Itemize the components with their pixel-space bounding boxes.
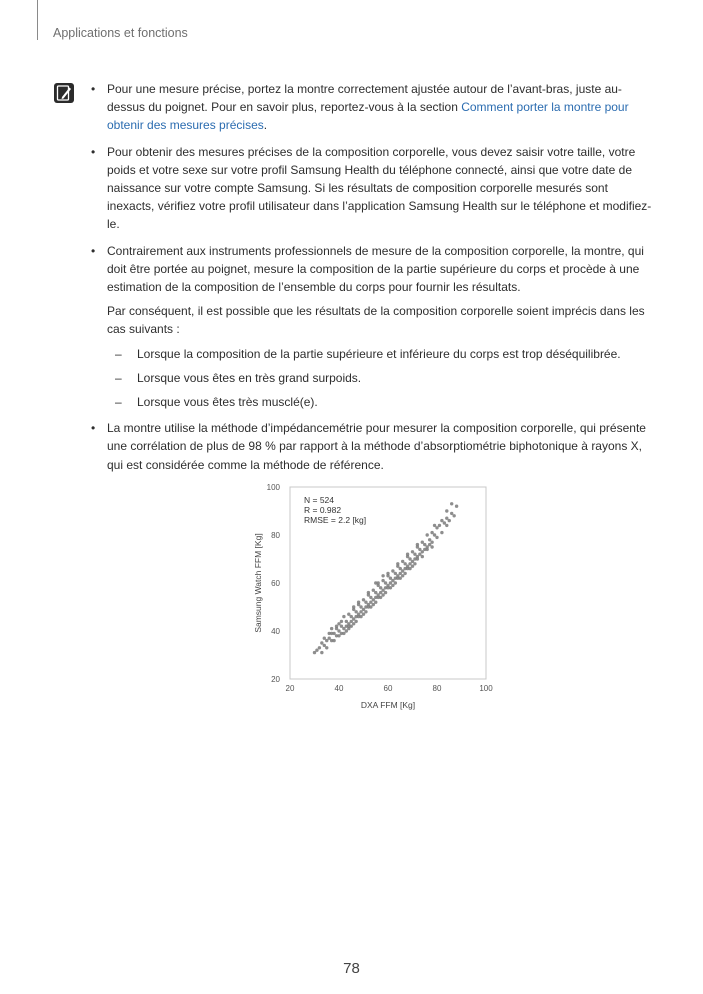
data-point [448, 519, 451, 522]
data-point [430, 531, 433, 534]
stats-annotation: RMSE = 2.2 [kg] [304, 515, 367, 525]
x-axis-label: DXA FFM [Kg] [360, 700, 416, 710]
data-point [440, 531, 443, 534]
data-point [342, 627, 345, 630]
data-point [396, 577, 399, 580]
data-point [394, 581, 397, 584]
data-point [337, 634, 340, 637]
data-point [391, 569, 394, 572]
data-point [313, 651, 316, 654]
data-point [364, 610, 367, 613]
data-point [411, 550, 414, 553]
data-point [384, 591, 387, 594]
data-point [372, 603, 375, 606]
data-point [347, 625, 350, 628]
data-point [440, 519, 443, 522]
data-point [359, 610, 362, 613]
data-point [413, 553, 416, 556]
data-point [335, 625, 338, 628]
y-axis-label: Samsung Watch FFM [Kg] [253, 533, 263, 633]
bullet-bia-method: • La montre utilise la méthode d’impédancemétrie pour mesurer la composition corporelle, qui présente une corrélation de plus de 98 % par rapport à la méthode d’absorptiométrie biphotonique à rayons X, qui est considérée comme la méthode de référence. [91, 421, 646, 472]
data-point [418, 553, 421, 556]
data-point [423, 543, 426, 546]
list-item: – Lorsque vous êtes en très grand surpoids. [115, 370, 362, 385]
x-tick-label: 20 [285, 684, 295, 693]
data-point [443, 521, 446, 524]
data-point [367, 605, 370, 608]
data-point [372, 598, 375, 601]
data-point [408, 562, 411, 565]
data-point [362, 613, 365, 616]
data-point [445, 524, 448, 527]
data-point [323, 644, 326, 647]
data-point [406, 553, 409, 556]
data-point [354, 620, 357, 623]
data-point [433, 524, 436, 527]
data-point [401, 574, 404, 577]
y-tick-label: 40 [271, 627, 280, 636]
bullet-limitations: • Contrairement aux instruments professionnels de mesure de la composition corporelle, la montre, qui doit être portée au poignet, mesure la composition de la partie supérieure du corps et procède à une estimation de la composition de l’ensemble du corps pour fournir les résultats. Par conséquent, il est possible que les résultats de la composition corporelle soient imprécis dans les cas suivants : – Lorsque la composition de la partie supérieure et inférieure du corps est trop déséquilibrée. – Lorsque vous êtes en très grand surpoids. – Lorsque vous êtes très musclé(e). [91, 242, 653, 412]
y-tick-label: 100 [266, 483, 280, 492]
data-point [401, 569, 404, 572]
data-point [379, 586, 382, 589]
data-point [320, 651, 323, 654]
data-point [318, 646, 321, 649]
data-point [389, 581, 392, 584]
data-point [374, 581, 377, 584]
data-point [413, 562, 416, 565]
x-tick-label: 60 [383, 684, 393, 693]
limitations-list [107, 345, 653, 412]
data-point [323, 637, 326, 640]
data-point [435, 526, 438, 529]
header-rule [37, 0, 38, 40]
data-point [315, 649, 318, 652]
data-point [391, 584, 394, 587]
data-point [391, 579, 394, 582]
data-point [340, 620, 343, 623]
data-point [396, 562, 399, 565]
data-point [416, 557, 419, 560]
data-point [354, 610, 357, 613]
data-point [340, 632, 343, 635]
data-point [352, 617, 355, 620]
data-point [364, 601, 367, 604]
data-point [426, 548, 429, 551]
data-point [340, 625, 343, 628]
notes-content [91, 80, 653, 482]
y-tick-label: 60 [271, 579, 280, 588]
data-point [403, 562, 406, 565]
data-point [399, 567, 402, 570]
list-item: – Lorsque vous êtes très musclé(e). [115, 395, 318, 410]
y-tick-label: 20 [271, 675, 280, 684]
bullet-profile-info: • Pour obtenir des mesures précises de la composition corporelle, vous devez saisir votre taille, votre poids et votre sexe sur votre profil Samsung Health du téléphone connecté, ainsi que votre date de naissance sur votre compte Samsung. Si les résultats de composition corporelle mesurés sont inexacts, vérifiez votre profil utilisateur dans l’application Samsung Health sur le téléphone et modifiez-le. [91, 144, 652, 232]
data-point [421, 555, 424, 558]
data-point [381, 589, 384, 592]
data-point [362, 598, 365, 601]
data-point [411, 560, 414, 563]
data-point [416, 543, 419, 546]
data-point [384, 581, 387, 584]
data-point [372, 589, 375, 592]
data-point [369, 596, 372, 599]
data-point [445, 509, 448, 512]
bullet-wear-position: • Pour une mesure précise, portez la montre correctement ajustée autour de l’avant-bras, juste au-dessus du poignet. Pour en savoir plus, reportez-vous à la section Comment porter la montre pour obtenir des mesures précises. [91, 82, 629, 133]
data-point [411, 565, 414, 568]
data-point [359, 605, 362, 608]
data-point [401, 560, 404, 563]
data-point [328, 637, 331, 640]
data-point [347, 613, 350, 616]
data-point [320, 641, 323, 644]
data-point [374, 591, 377, 594]
data-point [325, 639, 328, 642]
data-point [421, 550, 424, 553]
data-point [337, 622, 340, 625]
wear-watch-link[interactable]: Comment porter la montre pour obtenir des mesures précises [107, 100, 629, 133]
data-point [450, 502, 453, 505]
data-point [399, 572, 402, 575]
data-point [352, 605, 355, 608]
data-point [418, 548, 421, 551]
data-point [350, 620, 353, 623]
data-point [369, 601, 372, 604]
data-point [350, 615, 353, 618]
data-point [377, 596, 380, 599]
data-point [362, 608, 365, 611]
data-point [379, 591, 382, 594]
data-point [381, 574, 384, 577]
data-point [345, 629, 348, 632]
data-point [438, 524, 441, 527]
data-point [352, 622, 355, 625]
note-pencil-icon [53, 82, 75, 104]
data-point [381, 593, 384, 596]
x-tick-label: 80 [432, 684, 442, 693]
page-number: 78 [343, 960, 360, 977]
data-point [325, 646, 328, 649]
data-point [421, 541, 424, 544]
data-point [433, 533, 436, 536]
data-point [394, 572, 397, 575]
y-tick-label: 80 [271, 531, 280, 540]
scatter-plot [250, 480, 500, 715]
data-point [386, 586, 389, 589]
data-point [389, 577, 392, 580]
data-point [337, 629, 340, 632]
data-point [428, 538, 431, 541]
data-point [452, 514, 455, 517]
data-point [403, 572, 406, 575]
ffm-scatter-chart [250, 480, 500, 715]
data-point [408, 557, 411, 560]
data-point [357, 601, 360, 604]
data-point [330, 627, 333, 630]
data-point [357, 615, 360, 618]
data-point [381, 579, 384, 582]
data-point [450, 512, 453, 515]
data-point [430, 541, 433, 544]
data-point [435, 536, 438, 539]
section-header: Applications et fonctions [53, 26, 188, 40]
data-point [428, 543, 431, 546]
list-item: – Lorsque la composition de la partie supérieure et inférieure du corps est trop déséquilibrée. [115, 346, 621, 361]
stats-annotation: N = 524 [304, 495, 335, 505]
data-point [386, 572, 389, 575]
x-tick-label: 40 [334, 684, 344, 693]
x-tick-label: 100 [479, 684, 493, 693]
data-point [374, 601, 377, 604]
data-point [406, 567, 409, 570]
data-point [426, 533, 429, 536]
stats-annotation: R = 0.982 [304, 505, 342, 515]
data-point [455, 505, 458, 508]
data-point [330, 632, 333, 635]
data-point [342, 615, 345, 618]
data-point [332, 639, 335, 642]
data-point [430, 545, 433, 548]
data-point [445, 517, 448, 520]
data-point [367, 591, 370, 594]
data-point [345, 620, 348, 623]
